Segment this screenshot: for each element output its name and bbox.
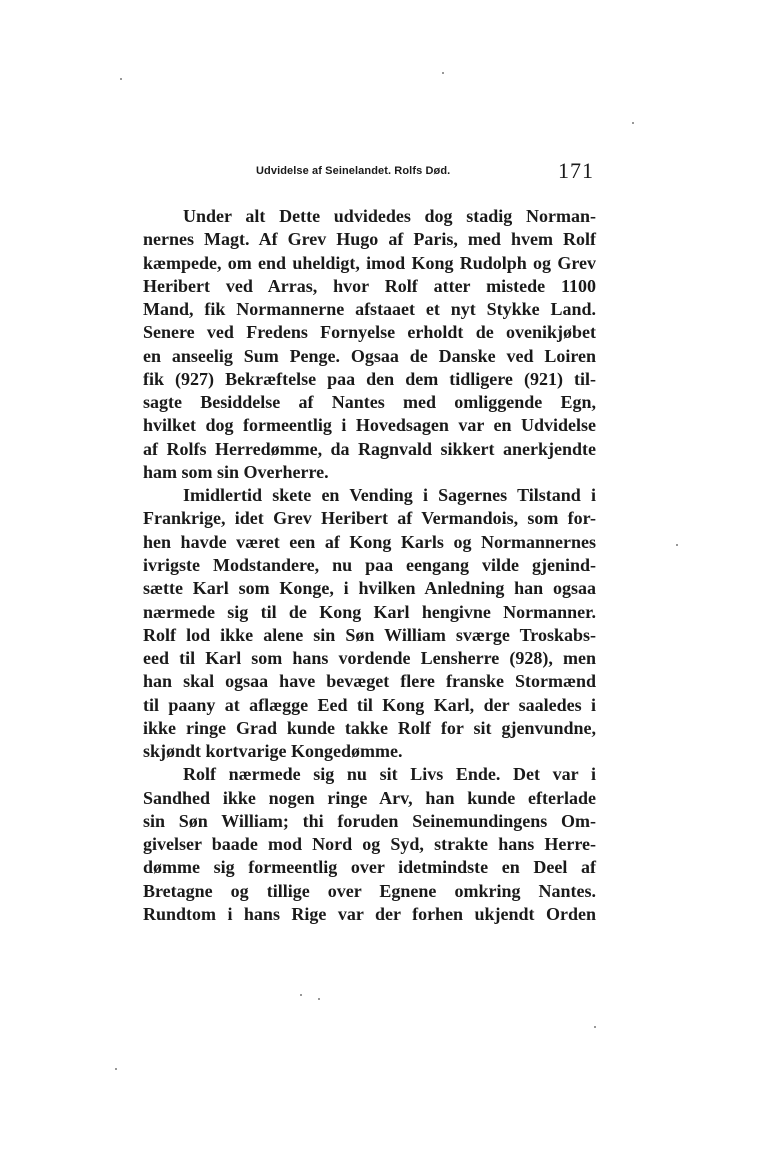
text-line: sin Søn William; thi foruden Seinemundingens Om- [143, 810, 596, 831]
text-line: Mand, fik Normannerne afstaaet et nyt Stykke Land. [143, 299, 596, 320]
text-line: af Rolfs Herredømme, da Ragnvald sikkert anerkjendte [143, 438, 596, 459]
text-line: han skal ogsaa have bevæget flere franske Stormænd [143, 671, 596, 692]
text-line: Sandhed ikke nogen ringe Arv, han kunde efterlade [143, 787, 596, 808]
text-line: nernes Magt. Af Grev Hugo af Paris, med hvem Rolf [143, 229, 596, 250]
text-line: Under alt Dette udvidedes dog stadig Norman- [183, 206, 596, 226]
page-header [143, 160, 596, 186]
text-line: fik (927) Bekræftelse paa den dem tidligere (921) til- [143, 368, 596, 389]
text-line: til paany at aflægge Eed til Kong Karl, der saaledes i [143, 694, 596, 715]
text-line: hvilket dog formeentlig i Hovedsagen var en Udvidelse [143, 415, 596, 436]
scan-speck [120, 78, 122, 80]
text-line: eed til Karl som hans vordende Lensherre (928), men [143, 648, 596, 669]
text-line: kæmpede, om end uheldigt, imod Kong Rudolph og Grev [143, 252, 596, 273]
scan-speck [594, 1026, 596, 1028]
scan-speck [300, 994, 302, 996]
scan-speck [632, 122, 634, 124]
text-line: Bretagne og tillige over Egnene omkring Nantes. [143, 880, 596, 901]
text-line: nærmede sig til de Kong Karl hengivne Normanner. [143, 601, 596, 622]
text-line: Rolf nærmede sig nu sit Livs Ende. Det var i [183, 764, 596, 785]
text-line: sagte Besiddelse af Nantes med omliggende Egn, [143, 392, 596, 413]
text-line: Rolf lod ikke alene sin Søn William sværge Troskabs- [143, 624, 596, 645]
page-number: 171 [558, 158, 594, 183]
scan-speck [442, 72, 444, 74]
running-head: Udvidelse af Seinelandet. Rolfs Død. [256, 165, 451, 177]
scan-speck [318, 998, 320, 1000]
text-line: Frankrige, idet Grev Heribert af Vermandois, som for- [143, 508, 596, 529]
text-line: sætte Karl som Konge, i hvilken Anledning han ogsaa [143, 578, 596, 599]
scan-speck [115, 1068, 117, 1070]
text-line: ham som sin Overherre. [143, 461, 329, 482]
text-line: hen havde været een af Kong Karls og Normannernes [143, 531, 596, 552]
text-line: dømme sig formeentlig over idetmindste en Deel af [143, 857, 596, 878]
text-line: en anseelig Sum Penge. Ogsaa de Danske ved Loiren [143, 345, 596, 366]
text-line: Rundtom i hans Rige var der forhen ukjendt Orden [143, 903, 596, 924]
text-line: Heribert ved Arras, hvor Rolf atter mistede 1100 [143, 275, 596, 296]
scan-speck [676, 544, 678, 546]
body-text [143, 205, 596, 926]
text-line: givelser baade mod Nord og Syd, strakte hans Herre- [143, 834, 596, 855]
text-line: ikke ringe Grad kunde takke Rolf for sit gjenvundne, [143, 717, 596, 738]
text-line: ivrigste Modstandere, nu paa eengang vilde gjenind- [143, 554, 596, 575]
text-line: Senere ved Fredens Fornyelse erholdt de ovenikjøbet [143, 322, 596, 343]
text-line: skjøndt kortvarige Kongedømme. [143, 741, 403, 762]
text-line: Imidlertid skete en Vending i Sagernes Tilstand i [183, 485, 596, 506]
